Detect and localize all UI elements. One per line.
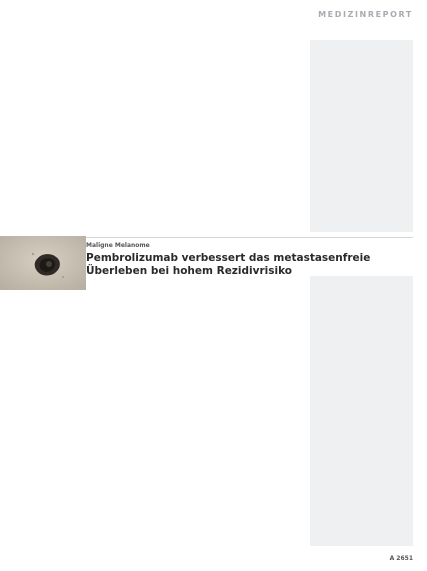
article-kicker: Maligne Melanome xyxy=(86,242,150,249)
page-number: A 2651 xyxy=(389,554,413,562)
article-body xyxy=(86,276,413,546)
body-column-2 xyxy=(198,276,301,546)
previous-article-continuation xyxy=(86,40,413,232)
page-footer xyxy=(86,553,413,563)
title-divider xyxy=(86,237,413,238)
top-column-1 xyxy=(86,40,189,232)
top-column-2 xyxy=(198,40,301,232)
section-header: MEDIZINREPORT xyxy=(318,10,413,19)
melanoma-image xyxy=(0,236,86,290)
top-column-3 xyxy=(310,40,413,232)
article-title: Pembrolizumab verbessert das metastasenfreie Überleben bei hohem Rezidivrisiko xyxy=(86,252,371,277)
melanoma-illustration xyxy=(0,236,86,290)
body-column-3 xyxy=(310,276,413,546)
body-column-1 xyxy=(86,276,189,546)
